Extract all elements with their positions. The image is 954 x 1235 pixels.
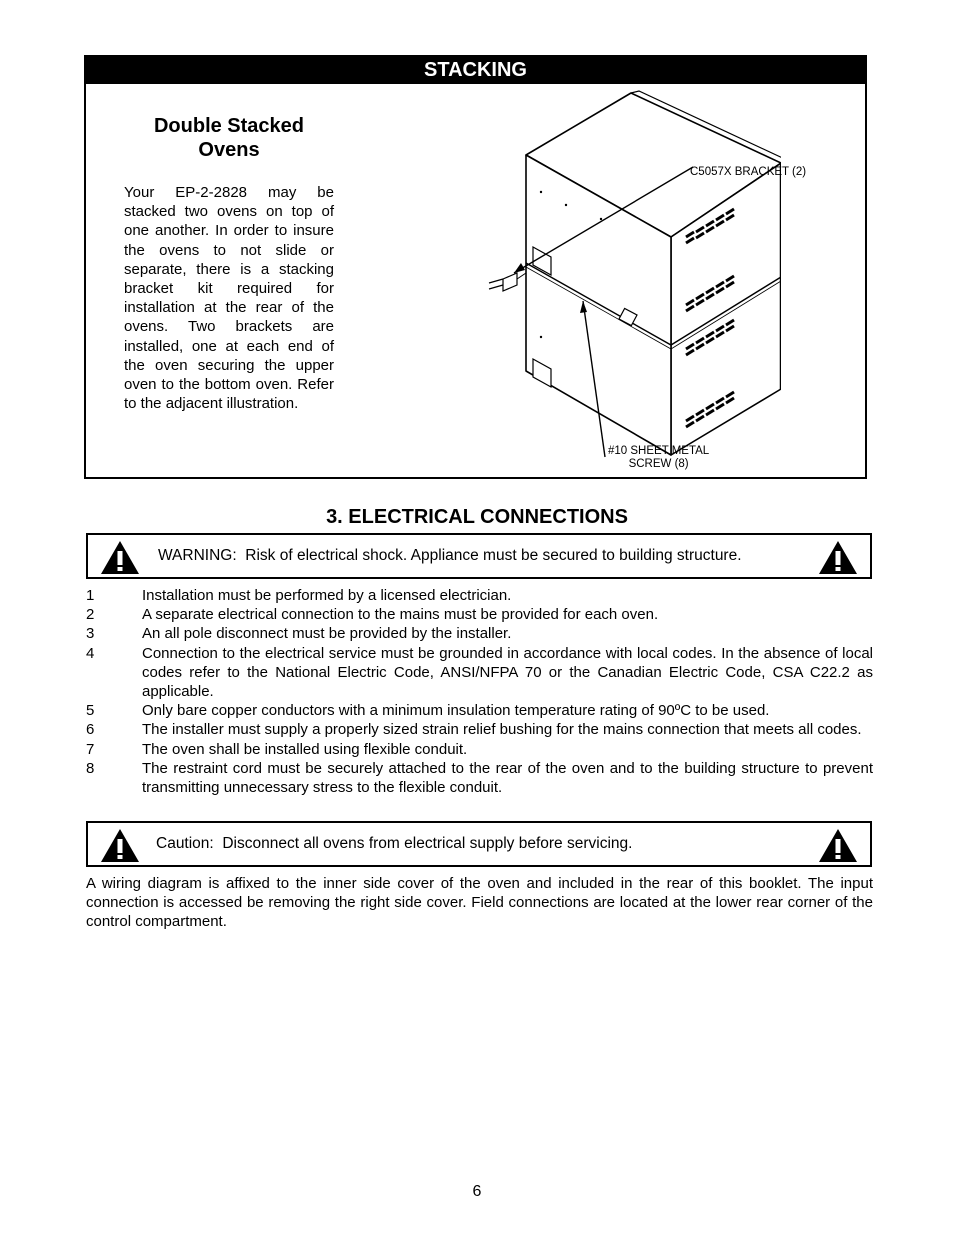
warning-triangle-icon: [818, 540, 858, 575]
list-item: [86, 586, 873, 605]
list-item: [86, 759, 873, 797]
wiring-note: A wiring diagram is affixed to the inner side cover of the oven and included in the rear of this booklet. The input connection is accessed be removing the right side cover. Field connections are located at the lower rear corner of the control compartment.: [86, 875, 873, 931]
caution-triangle-icon: [818, 828, 858, 863]
list-item-text: Only bare copper conductors with a minimum insulation temperature rating of 90ºC to be used.: [142, 702, 770, 720]
screw-callout: [608, 445, 709, 471]
page-number: 6: [472, 1183, 482, 1200]
stacking-subtitle: [124, 114, 334, 162]
electrical-section-title: 3. ELECTRICAL CONNECTIONS: [326, 506, 628, 528]
list-item-text: An all pole disconnect must be provided by the installer.: [142, 625, 512, 643]
list-item-number: 6: [86, 721, 95, 739]
list-item-number: 7: [86, 740, 95, 758]
caution-box: [86, 821, 872, 867]
list-item-text: The installer must supply a properly sized strain relief bushing for the mains connection that meets all codes.: [142, 721, 862, 739]
list-item-text: A separate electrical connection to the mains must be provided for each oven.: [142, 606, 659, 624]
list-item: [86, 720, 873, 739]
list-item-text: The oven shall be installed using flexible conduit.: [142, 740, 468, 758]
stacking-header: STACKING: [86, 57, 865, 84]
warning-text: Risk of electrical shock. Appliance must be secured to building structure.: [245, 547, 742, 564]
stacked-ovens-drawing: [481, 87, 781, 477]
list-item: [86, 740, 873, 759]
warning-label: WARNING:: [158, 547, 237, 564]
warning-message: [158, 535, 742, 577]
stacking-subtitle-line1: Double Stacked: [153, 115, 305, 137]
stacking-panel: [84, 55, 867, 479]
stacking-subtitle-line2: Ovens: [198, 139, 260, 161]
warning-box: [86, 533, 872, 579]
electrical-requirements-list: [86, 586, 873, 797]
list-item-text: Connection to the electrical service must be grounded in accordance with local codes. In the absence of local codes refer to the National Electric Code, ANSI/NFPA 70 or the Canadian Electric Code, CSA C22.2 as applicable.: [142, 644, 873, 701]
list-item: [86, 644, 873, 702]
list-item-number: 3: [86, 625, 95, 643]
list-item: [86, 701, 873, 720]
list-item-text: The restraint cord must be securely attached to the rear of the oven and to the building structure to prevent transmitting unnecessary stress to the flexible conduit.: [142, 759, 873, 797]
list-item-number: 8: [86, 759, 95, 777]
list-item-number: 4: [86, 644, 95, 662]
list-item-number: 2: [86, 606, 95, 624]
list-item-text: Installation must be performed by a licensed electrician.: [142, 587, 512, 604]
bracket-callout: C5057X BRACKET (2): [690, 166, 807, 178]
warning-triangle-icon: [100, 540, 140, 575]
caution-label: Caution:: [156, 835, 214, 852]
list-item-number: 5: [86, 702, 95, 720]
caution-triangle-icon: [100, 828, 140, 863]
screw-callout-line2: SCREW (8): [628, 458, 689, 470]
list-item-number: 1: [86, 587, 95, 604]
stacked-ovens-illustration: [481, 87, 807, 477]
caution-message: [156, 823, 632, 865]
caution-text: Disconnect all ovens from electrical supply before servicing.: [222, 835, 633, 852]
screw-callout-line1: #10 SHEET METAL: [608, 445, 710, 457]
list-item: [86, 624, 873, 643]
list-item: [86, 605, 873, 624]
stacking-description: Your EP-2-2828 may be stacked two ovens on top of one another. In order to insure the ovens to not slide or separate, there is a stacking bracket kit required for installation at the rear of the ovens. Two brackets are installed, one at each end of the oven securing the upper oven to the bottom oven. Refer to the adjacent illustration.: [124, 184, 334, 413]
